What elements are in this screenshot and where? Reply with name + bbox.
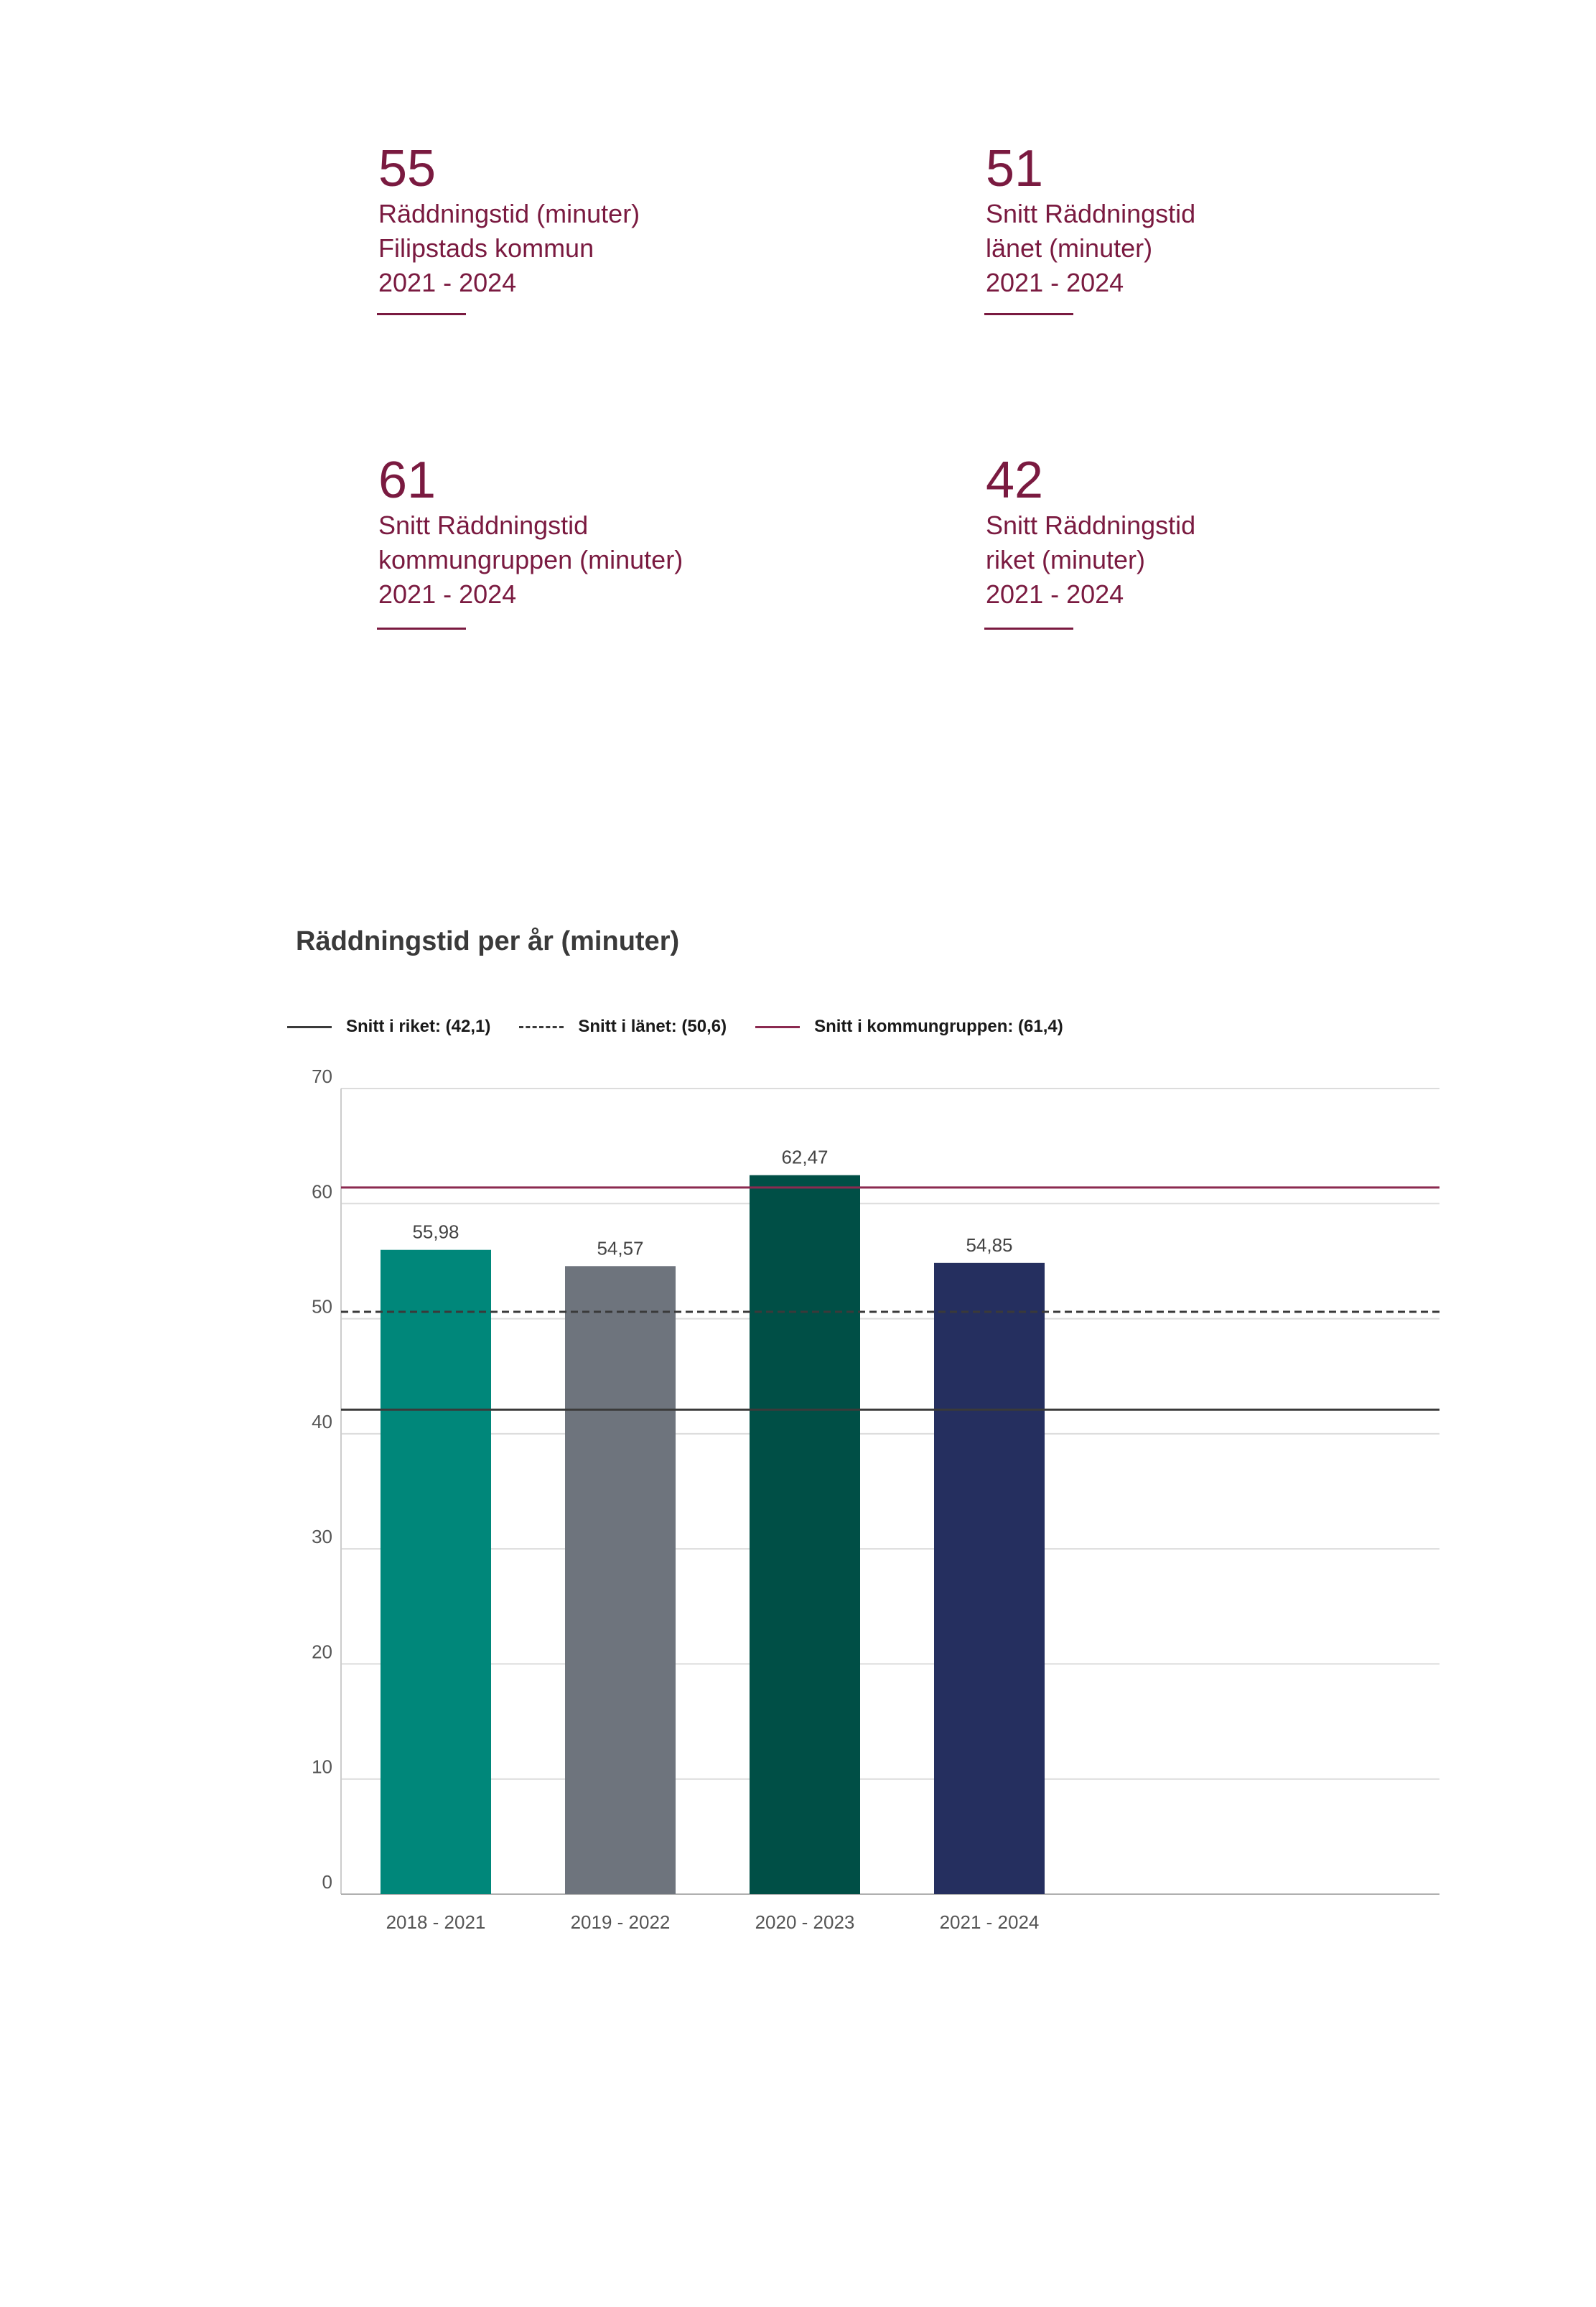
kpi-period: 2021 - 2024	[986, 579, 1124, 609]
bar	[750, 1175, 860, 1894]
y-tick-label: 70	[312, 1066, 332, 1087]
x-tick-label: 2021 - 2024	[939, 1911, 1040, 1933]
kpi-value: 42	[986, 452, 1044, 509]
kpi-period: 2021 - 2024	[378, 579, 517, 609]
kpi-label: Snitt Räddningstid	[378, 511, 589, 540]
kpi-value: 55	[378, 140, 437, 197]
bar	[934, 1263, 1045, 1894]
legend-label: Snitt i länet: (50,6)	[578, 1017, 727, 1036]
kpi-value: 61	[378, 452, 437, 509]
legend-label: Snitt i riket: (42,1)	[346, 1017, 491, 1036]
data-label: 62,47	[781, 1146, 829, 1168]
kpi-period: 2021 - 2024	[986, 268, 1124, 297]
y-tick-label: 20	[312, 1641, 332, 1663]
kpi-label: Räddningstid (minuter)	[378, 199, 640, 228]
data-label: 54,57	[597, 1237, 644, 1259]
data-label: 54,85	[966, 1234, 1013, 1256]
kpi-period: 2021 - 2024	[378, 268, 517, 297]
y-tick-label: 60	[312, 1180, 332, 1203]
kpi-label: Snitt Räddningstid	[986, 511, 1196, 540]
y-tick-label: 30	[312, 1526, 332, 1548]
kpi-label: länet (minuter)	[986, 233, 1153, 263]
kpi-value: 51	[986, 140, 1044, 197]
y-tick-label: 10	[312, 1756, 332, 1778]
kpi-label: Filipstads kommun	[378, 233, 594, 263]
x-tick-label: 2019 - 2022	[570, 1911, 671, 1933]
y-tick-label: 40	[312, 1410, 332, 1432]
x-tick-label: 2018 - 2021	[386, 1911, 486, 1933]
bar	[565, 1266, 676, 1894]
legend-label: Snitt i kommungruppen: (61,4)	[814, 1017, 1063, 1036]
kpi-label: Snitt Räddningstid	[986, 199, 1196, 228]
x-tick-label: 2020 - 2023	[755, 1911, 855, 1933]
y-tick-label: 0	[322, 1871, 332, 1893]
kpi-label: kommungruppen (minuter)	[378, 545, 683, 574]
chart-title: Räddningstid per år (minuter)	[296, 926, 680, 956]
y-tick-label: 50	[312, 1295, 332, 1318]
bar	[381, 1250, 491, 1894]
kpi-label: riket (minuter)	[986, 545, 1146, 574]
data-label: 55,98	[412, 1221, 459, 1243]
